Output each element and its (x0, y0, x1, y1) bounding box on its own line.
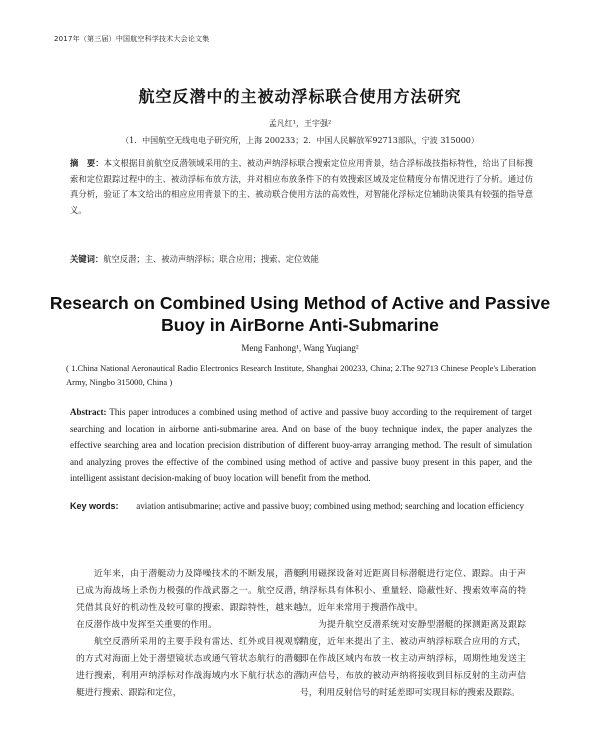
chinese-abstract (70, 156, 533, 218)
chinese-abstract-text: 本文根据目前航空反潜领域采用的主、被动声纳浮标联合搜索定位应用背景，结合浮标战技指标特性，给出了目标搜索和定位跟踪过程中的主、被动浮标布放方法，并对相应布放条件下的有效搜索区域及定位精度分布情况进行了分析。通过仿真分析，验证了本文给出的相应应用背景下的主、被动联合使用方法的高效性，对智能化浮标定位辅助决策具有较强的指导意义。 (70, 158, 533, 215)
english-keywords (70, 499, 532, 514)
english-abstract (70, 404, 532, 487)
english-authors: Meng Fanhong¹, Wang Yuqiang² (241, 343, 359, 353)
body-paragraph: 利用磁探设备对近距离目标潜艇进行定位、跟踪。由于声纳浮标具有体积小、重量轻、隐蔽性好、搜索效率高的特点，近年来常用于搜潜作战中。 (300, 569, 526, 613)
english-keywords-label: Key words: (70, 501, 119, 511)
english-abstract-text: This paper introduces a combined using method of active and passive buoy according to the requirement of target searching and location in airborne anti-submarine area. And on base of the buoy technique index, the paper analyzes the effective searching area and location precision distribution of different buoy-array arranging method. The result of simulation and analyzing proves the effective of the combined using method of active and passive buoy present in this paper, and the intelligent assistant decision-making of buoy location will benefit from the method. (70, 407, 532, 483)
english-abstract-label: Abstract: (70, 407, 107, 417)
chinese-keywords-text: 航空反潜；主、被动声纳浮标；联合应用；搜索、定位效能 (103, 254, 319, 264)
running-head: 2017年（第三届）中国航空科学技术大会论文集 (54, 35, 210, 43)
body-column-right (300, 566, 526, 702)
chinese-title: 航空反潜中的主被动浮标联合使用方法研究 (138, 87, 462, 106)
chinese-keywords (70, 253, 533, 265)
body-paragraph: 航空反潜所采用的主要手段有雷达、红外或目视观察的方式对海面上处于潜望镜状态或通气管状态航行的潜艇进行搜索，利用声纳浮标对作战海域内水下航行状态的潜艇进行搜索、跟踪和定位， (76, 637, 302, 698)
chinese-authors: 孟凡红¹，王宇强² (268, 119, 332, 128)
chinese-affiliation: （1．中国航空无线电电子研究所，上海 200233；2．中国人民解放军92713部队，宁波 315000） (121, 136, 479, 145)
english-affiliation: ( 1.China National Aeronautical Radio Electronics Research Institute, Shanghai 200233, China; 2.The 92713 Chinese People's Liberation Army, Ningbo 315000, China ) (66, 363, 536, 387)
body-column-left (76, 566, 302, 702)
body-paragraph: 为提升航空反潜系统对安静型潜艇的探测距离及跟踪精度，近年来提出了主、被动声纳浮标联合应用的方式，即在作战区域内布放一枚主动声纳浮标，周期性地发送主动声信号，布放的被动声纳将接收到目标反射的主动声信号，利用反射信号的时延差即可实现目标的搜索及跟踪。 (300, 620, 526, 698)
english-title: Research on Combined Using Method of Active and Passive Buoy in AirBorne Anti-Submarine (49, 293, 551, 335)
english-keywords-text: aviation antisubmarine; active and passive buoy; combined using method; searching and location efficiency (134, 501, 524, 511)
chinese-abstract-label: 摘 要： (70, 158, 104, 168)
body-paragraph: 近年来，由于潜艇动力及降噪技术的不断发展，潜艇已成为海战场上杀伤力极强的作战武器之一。航空反潜，凭借其良好的机动性及较可靠的搜索、跟踪特性，越来越在反潜作战中发挥至关重要的作用。 (76, 569, 302, 630)
chinese-keywords-label: 关键词： (70, 254, 104, 264)
